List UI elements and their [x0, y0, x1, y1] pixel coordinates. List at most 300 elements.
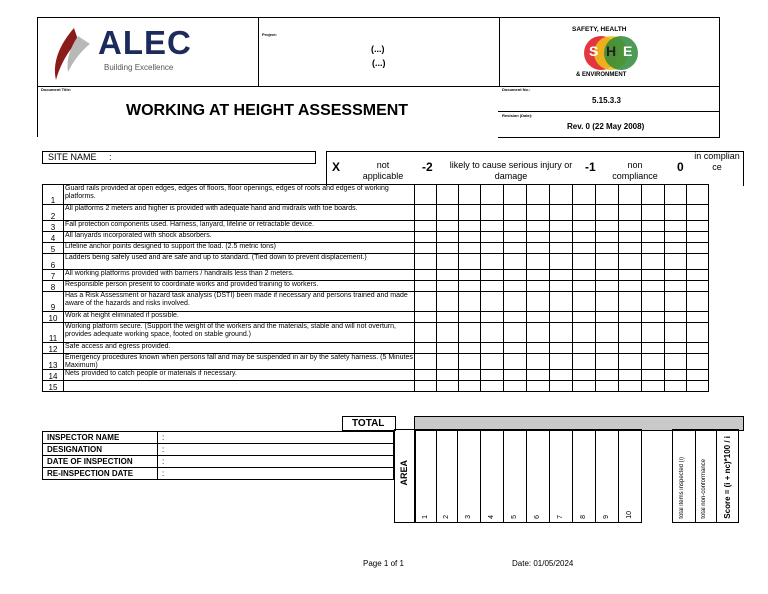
area-number: 10 — [626, 511, 633, 519]
score-cell[interactable] — [459, 370, 481, 381]
alec-logo-icon — [50, 26, 98, 82]
score-cell[interactable] — [596, 292, 619, 312]
area-number: 9 — [603, 515, 610, 519]
score-cell[interactable] — [504, 232, 527, 243]
score-cell[interactable] — [504, 370, 527, 381]
item-number: 4 — [43, 232, 64, 243]
score-cell[interactable] — [459, 343, 481, 354]
total-label: TOTAL — [352, 418, 385, 429]
legend-m1-code: -1 — [585, 160, 596, 174]
score-cell[interactable] — [665, 243, 687, 254]
inspector-block — [42, 431, 394, 480]
score-cell[interactable] — [642, 323, 665, 343]
score-cell[interactable] — [596, 221, 619, 232]
score-cell[interactable] — [619, 243, 642, 254]
score-cell[interactable] — [573, 243, 596, 254]
score-cell[interactable] — [642, 354, 665, 370]
score-cell[interactable] — [642, 292, 665, 312]
score-cell[interactable] — [619, 370, 642, 381]
score-cell[interactable] — [619, 221, 642, 232]
score-cell[interactable] — [459, 232, 481, 243]
score-cell[interactable] — [687, 185, 709, 205]
score-cell[interactable] — [596, 185, 619, 205]
score-cell[interactable] — [550, 292, 573, 312]
inspector-row[interactable] — [42, 444, 394, 456]
score-cell[interactable] — [573, 205, 596, 221]
score-cell[interactable] — [665, 323, 687, 343]
doc-title: WORKING AT HEIGHT ASSESSMENT — [126, 102, 409, 119]
score-cell[interactable] — [415, 354, 437, 370]
score-cell[interactable] — [619, 254, 642, 270]
legend-0-text: in compliance — [694, 151, 740, 172]
score-cell[interactable] — [481, 185, 504, 205]
score-cell[interactable] — [687, 243, 709, 254]
score-cell[interactable] — [504, 354, 527, 370]
score-cell[interactable] — [504, 185, 527, 205]
table-row — [43, 343, 709, 354]
score-cell[interactable] — [437, 243, 459, 254]
logo-main: ALEC — [98, 24, 192, 61]
score-cell[interactable] — [596, 323, 619, 343]
summary-column[interactable] — [695, 429, 717, 523]
score-cell[interactable] — [550, 254, 573, 270]
score-cell[interactable] — [527, 323, 550, 343]
score-cell[interactable] — [459, 292, 481, 312]
project-label: Project: — [262, 32, 277, 37]
score-cell[interactable] — [642, 205, 665, 221]
site-name-box[interactable] — [42, 151, 316, 164]
score-cell[interactable] — [527, 254, 550, 270]
score-cell[interactable] — [437, 292, 459, 312]
site-name-label: SITE NAME — [48, 152, 97, 162]
score-cell[interactable] — [642, 370, 665, 381]
score-cell[interactable] — [573, 254, 596, 270]
item-text: Lifeline anchor points designed to support the load. (2.5 metric tons) — [64, 243, 415, 254]
item-number: 3 — [43, 221, 64, 232]
table-row — [43, 292, 709, 312]
score-cell[interactable] — [437, 312, 459, 323]
score-cell[interactable] — [687, 254, 709, 270]
score-cell[interactable] — [573, 370, 596, 381]
score-cell[interactable] — [687, 323, 709, 343]
table-row — [43, 232, 709, 243]
project-value-1: (...) — [371, 44, 385, 54]
revision-label: Revision (Date): — [502, 113, 533, 118]
score-cell[interactable] — [665, 281, 687, 292]
score-cell[interactable] — [619, 185, 642, 205]
score-cell[interactable] — [550, 354, 573, 370]
score-cell[interactable] — [437, 185, 459, 205]
score-cell[interactable] — [415, 270, 437, 281]
score-cell[interactable] — [596, 312, 619, 323]
area-column[interactable] — [414, 429, 437, 523]
she-letter-e: E — [623, 43, 633, 59]
score-cell[interactable] — [481, 232, 504, 243]
score-cell[interactable] — [619, 232, 642, 243]
item-number: 5 — [43, 243, 64, 254]
score-cell[interactable] — [665, 381, 687, 392]
score-cell[interactable] — [437, 205, 459, 221]
score-cell[interactable] — [596, 370, 619, 381]
score-cell[interactable] — [619, 381, 642, 392]
legend-na-code: X — [332, 160, 341, 174]
summary-label: Score = (i + nc)*100 / i — [723, 436, 732, 519]
revision: Rev. 0 (22 May 2008) — [567, 122, 645, 131]
area-column[interactable] — [573, 429, 596, 523]
score-cell[interactable] — [550, 323, 573, 343]
score-cell[interactable] — [596, 270, 619, 281]
score-cell[interactable] — [642, 254, 665, 270]
area-column[interactable] — [527, 429, 550, 523]
score-cell[interactable] — [642, 281, 665, 292]
item-text: Work at height eliminated if possible. — [64, 312, 415, 323]
score-cell[interactable] — [481, 270, 504, 281]
inspector-label: RE-INSPECTION DATE — [47, 469, 134, 478]
score-cell[interactable] — [415, 323, 437, 343]
item-text: All lanyards incorporated with shock absorbers. — [64, 232, 415, 243]
score-cell[interactable] — [459, 221, 481, 232]
score-cell[interactable] — [550, 370, 573, 381]
inspector-row[interactable] — [42, 456, 394, 468]
area-number: 1 — [422, 515, 429, 519]
assessment-table — [42, 184, 709, 392]
score-cell[interactable] — [527, 312, 550, 323]
item-text: Ladders being safely used and are safe and up to standard. (Tied down to prevent displacement.) — [64, 254, 415, 270]
score-cell[interactable] — [687, 381, 709, 392]
score-cell[interactable] — [459, 381, 481, 392]
score-cell[interactable] — [573, 343, 596, 354]
score-cell[interactable] — [527, 354, 550, 370]
footer-page: Page 1 of 1 — [363, 559, 404, 568]
item-number: 7 — [43, 270, 64, 281]
score-cell[interactable] — [527, 205, 550, 221]
score-cell[interactable] — [459, 205, 481, 221]
score-cell[interactable] — [550, 243, 573, 254]
score-cell[interactable] — [459, 185, 481, 205]
table-row — [43, 243, 709, 254]
score-cell[interactable] — [437, 370, 459, 381]
score-cell[interactable] — [437, 254, 459, 270]
score-cell[interactable] — [687, 281, 709, 292]
project-value-2: (...) — [372, 58, 386, 68]
score-cell[interactable] — [665, 292, 687, 312]
legend-m2-code: -2 — [422, 160, 433, 174]
score-cell[interactable] — [687, 232, 709, 243]
score-cell[interactable] — [596, 354, 619, 370]
doc-title-label: Document Title: — [41, 87, 72, 92]
score-cell[interactable] — [527, 381, 550, 392]
area-number: 5 — [511, 515, 518, 519]
score-cell[interactable] — [504, 254, 527, 270]
item-text: Emergency procedures known when persons fall and may be suspended in air by the safety harness. (5 Minutes Maximum) — [65, 354, 413, 369]
score-cell[interactable] — [527, 232, 550, 243]
score-cell[interactable] — [665, 312, 687, 323]
score-cell[interactable] — [481, 281, 504, 292]
score-cell[interactable] — [415, 185, 437, 205]
legend-na-text: not applicable — [362, 160, 404, 181]
score-cell[interactable] — [619, 323, 642, 343]
score-cell[interactable] — [459, 323, 481, 343]
item-number: 11 — [43, 323, 64, 343]
score-cell[interactable] — [504, 205, 527, 221]
score-cell[interactable] — [481, 205, 504, 221]
item-number: 15 — [43, 381, 64, 392]
doc-no: 5.15.3.3 — [592, 96, 621, 105]
score-cell[interactable] — [527, 292, 550, 312]
score-cell[interactable] — [504, 270, 527, 281]
inspector-sep: : — [157, 456, 164, 467]
score-cell[interactable] — [619, 281, 642, 292]
area-column[interactable] — [596, 429, 619, 523]
score-cell[interactable] — [619, 270, 642, 281]
area-number: 7 — [557, 515, 564, 519]
score-cell[interactable] — [619, 312, 642, 323]
score-cell[interactable] — [415, 292, 437, 312]
score-cell[interactable] — [415, 312, 437, 323]
score-cell[interactable] — [642, 312, 665, 323]
score-cell[interactable] — [687, 354, 709, 370]
score-cell[interactable] — [550, 185, 573, 205]
score-cell[interactable] — [504, 343, 527, 354]
score-cell[interactable] — [459, 270, 481, 281]
item-text: Fall protection components used. Harness, lanyard, lifeline or retractable device. — [64, 221, 415, 232]
summary-label: total non-conformance — [701, 459, 707, 519]
legend-m2-text: likely to cause serious injury or damage — [449, 160, 573, 181]
item-text — [64, 381, 415, 392]
score-cell[interactable] — [550, 270, 573, 281]
score-cell[interactable] — [437, 354, 459, 370]
score-cell[interactable] — [573, 221, 596, 232]
score-cell[interactable] — [437, 221, 459, 232]
table-row — [43, 185, 709, 205]
total-row-border — [342, 416, 396, 431]
score-cell[interactable] — [481, 343, 504, 354]
score-cell[interactable] — [687, 312, 709, 323]
score-cell[interactable] — [665, 343, 687, 354]
score-cell[interactable] — [527, 270, 550, 281]
area-number: 4 — [488, 515, 495, 519]
score-cell[interactable] — [642, 221, 665, 232]
score-cell[interactable] — [687, 343, 709, 354]
item-number: 14 — [43, 370, 64, 381]
score-cell[interactable] — [687, 292, 709, 312]
score-cell[interactable] — [573, 354, 596, 370]
score-cell[interactable] — [619, 343, 642, 354]
score-cell[interactable] — [687, 221, 709, 232]
score-cell[interactable] — [415, 243, 437, 254]
score-cell[interactable] — [642, 185, 665, 205]
score-cell[interactable] — [459, 243, 481, 254]
score-cell[interactable] — [527, 370, 550, 381]
score-cell[interactable] — [642, 243, 665, 254]
inspector-sep: : — [157, 468, 164, 479]
score-cell[interactable] — [550, 221, 573, 232]
score-cell[interactable] — [527, 185, 550, 205]
score-cell[interactable] — [619, 354, 642, 370]
score-cell[interactable] — [459, 281, 481, 292]
score-cell[interactable] — [437, 343, 459, 354]
item-number: 2 — [43, 205, 64, 221]
item-text: Guard rails provided at open edges, edges of floors, floor openings, edges of roofs and edges of working platforms. — [64, 185, 415, 205]
score-cell[interactable] — [504, 292, 527, 312]
score-cell[interactable] — [481, 243, 504, 254]
score-cell[interactable] — [481, 370, 504, 381]
score-cell[interactable] — [573, 185, 596, 205]
table-row — [43, 221, 709, 232]
score-cell[interactable] — [415, 381, 437, 392]
score-cell[interactable] — [665, 221, 687, 232]
score-cell[interactable] — [596, 243, 619, 254]
legend-m1-text: non compliance — [612, 160, 658, 181]
item-number: 8 — [43, 281, 64, 292]
score-cell[interactable] — [596, 381, 619, 392]
score-cell[interactable] — [665, 354, 687, 370]
score-cell[interactable] — [596, 205, 619, 221]
score-cell[interactable] — [437, 281, 459, 292]
table-row — [43, 281, 709, 292]
item-number: 9 — [43, 292, 64, 312]
item-text: Has a Risk Assessment or hazard task analysis (DSTI) been made if necessary and persons trained and made aware of the hazards and risks involved. — [64, 292, 415, 312]
score-cell[interactable] — [481, 254, 504, 270]
score-cell[interactable] — [573, 292, 596, 312]
logo-tagline: Building Excellence — [104, 63, 174, 72]
score-cell[interactable] — [481, 381, 504, 392]
area-column[interactable] — [436, 429, 458, 523]
score-cell[interactable] — [665, 232, 687, 243]
score-cell[interactable] — [527, 243, 550, 254]
score-cell[interactable] — [415, 221, 437, 232]
score-cell[interactable] — [642, 381, 665, 392]
score-cell[interactable] — [415, 281, 437, 292]
score-cell[interactable] — [481, 323, 504, 343]
area-column[interactable] — [458, 429, 481, 523]
summary-column[interactable] — [717, 429, 739, 523]
score-cell[interactable] — [665, 185, 687, 205]
site-name-sep: : — [109, 152, 112, 162]
item-text: Working platform secure. (Support the weight of the workers and the materials, stable and will not overturn, provides adequate working space, footed on stable ground.) — [64, 323, 415, 343]
score-cell[interactable] — [481, 221, 504, 232]
footer-date: Date: 01/05/2024 — [512, 559, 574, 568]
inspector-label: DESIGNATION — [47, 445, 102, 454]
score-cell[interactable] — [573, 381, 596, 392]
score-cell[interactable] — [504, 243, 527, 254]
she-bottom-text: & ENVIRONMENT — [576, 72, 627, 78]
area-number: 2 — [443, 515, 450, 519]
score-cell[interactable] — [504, 312, 527, 323]
score-cell[interactable] — [459, 354, 481, 370]
score-cell[interactable] — [573, 232, 596, 243]
score-cell[interactable] — [437, 270, 459, 281]
score-cell[interactable] — [415, 254, 437, 270]
she-letter-s: S — [589, 43, 599, 59]
area-column[interactable] — [550, 429, 573, 523]
area-column[interactable] — [619, 429, 642, 523]
score-cell[interactable] — [527, 343, 550, 354]
score-cell[interactable] — [573, 323, 596, 343]
score-cell[interactable] — [619, 205, 642, 221]
score-cell[interactable] — [504, 381, 527, 392]
score-cell[interactable] — [596, 343, 619, 354]
score-cell[interactable] — [619, 292, 642, 312]
score-cell[interactable] — [665, 205, 687, 221]
score-cell[interactable] — [642, 270, 665, 281]
score-cell[interactable] — [527, 281, 550, 292]
score-cell[interactable] — [573, 312, 596, 323]
inspector-label: INSPECTOR NAME — [47, 433, 120, 442]
inspector-row[interactable] — [42, 431, 394, 444]
table-row — [43, 381, 709, 392]
score-cell[interactable] — [504, 281, 527, 292]
area-column[interactable] — [504, 429, 527, 523]
score-cell[interactable] — [596, 232, 619, 243]
score-cell[interactable] — [415, 232, 437, 243]
summary-label: total items inspected (i) — [679, 457, 685, 519]
inspector-row[interactable] — [42, 468, 394, 480]
item-text: All platforms 2 meters and higher is provided with adequate hand and midrails with toe boards. — [64, 205, 415, 221]
score-cell[interactable] — [481, 292, 504, 312]
score-cell[interactable] — [481, 312, 504, 323]
area-number: 6 — [534, 515, 541, 519]
score-cell[interactable] — [550, 232, 573, 243]
score-cell[interactable] — [596, 281, 619, 292]
score-cell[interactable] — [665, 254, 687, 270]
item-number: 13 — [43, 354, 64, 370]
score-cell[interactable] — [415, 370, 437, 381]
score-cell[interactable] — [437, 381, 459, 392]
score-cell[interactable] — [573, 281, 596, 292]
score-cell[interactable] — [665, 370, 687, 381]
score-cell[interactable] — [596, 254, 619, 270]
score-cell[interactable] — [665, 270, 687, 281]
score-cell[interactable] — [437, 232, 459, 243]
item-text: Nets provided to catch people or materials if necessary. — [64, 370, 415, 381]
score-cell[interactable] — [687, 205, 709, 221]
score-cell[interactable] — [550, 281, 573, 292]
area-number: 3 — [465, 515, 472, 519]
item-text: Safe access and egress provided. — [64, 343, 415, 354]
table-row — [43, 205, 709, 221]
she-top-text: SAFETY, HEALTH — [572, 26, 627, 33]
score-cell[interactable] — [527, 221, 550, 232]
score-cell[interactable] — [481, 354, 504, 370]
score-cell[interactable] — [550, 381, 573, 392]
score-cell[interactable] — [504, 221, 527, 232]
item-text: Responsible person present to coordinate works and provided training to workers. — [64, 281, 415, 292]
score-cell[interactable] — [687, 370, 709, 381]
score-cell[interactable] — [550, 343, 573, 354]
legend-0-code: 0 — [677, 160, 684, 174]
table-row — [43, 354, 709, 370]
score-cell[interactable] — [573, 270, 596, 281]
she-logo-icon — [584, 36, 638, 70]
score-cell[interactable] — [504, 323, 527, 343]
inspector-sep: : — [157, 444, 164, 455]
score-cell[interactable] — [415, 343, 437, 354]
score-cell[interactable] — [687, 270, 709, 281]
item-number: 6 — [43, 254, 64, 270]
score-cell[interactable] — [459, 254, 481, 270]
score-cell[interactable] — [550, 312, 573, 323]
score-cell[interactable] — [642, 232, 665, 243]
score-cell[interactable] — [459, 312, 481, 323]
area-column[interactable] — [481, 429, 504, 523]
score-cell[interactable] — [550, 205, 573, 221]
score-cell[interactable] — [415, 205, 437, 221]
score-cell[interactable] — [642, 343, 665, 354]
inspector-label: DATE OF INSPECTION — [47, 457, 133, 466]
score-cell[interactable] — [437, 323, 459, 343]
summary-column[interactable] — [672, 429, 696, 523]
